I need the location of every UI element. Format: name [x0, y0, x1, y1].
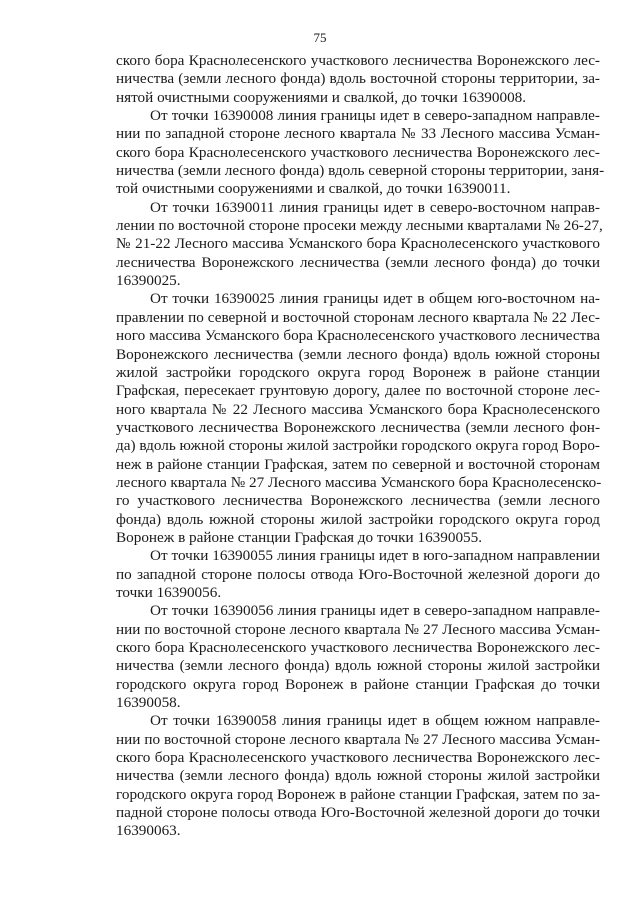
text-line: городского округа город Воронеж в районе станции Графская, затем по за- [116, 785, 600, 803]
text-line: городского округа город Воронеж в районе станции Графская до точки [116, 675, 600, 693]
text-line: го участкового лесничества Воронежского лесничества (земли лесного [116, 492, 600, 510]
text-line: Воронеж в районе станции Графская до точки 16390055. [116, 528, 483, 546]
text-line: ничества (земли лесного фонда) вдоль южной стороны жилой застройки [116, 657, 600, 675]
text-line: лении по восточной стороне просеки между лесными кварталами № 26-27, [116, 217, 603, 235]
text-line: 16390025. [116, 272, 181, 290]
text-line: неж в районе станции Графская, затем по северной и восточной сторонам [116, 455, 600, 473]
text-line: ского бора Краснолесенского участкового лесничества Воронежского лес- [116, 52, 600, 69]
paragraph-first-line: От точки 16390025 линия границы идет в общем юго-восточном на- [150, 290, 600, 308]
text-line: ничества (земли лесного фонда) вдоль северной стороны территории, заня- [116, 162, 605, 180]
text-line: нии по западной стороне лесного квартала № 33 Лесного массива Усман- [116, 125, 600, 143]
paragraph-first-line: От точки 16390011 линия границы идет в северо-восточном направ- [150, 198, 600, 216]
text-line: нии по восточной стороне лесного квартала № 27 Лесного массива Усман- [116, 620, 600, 638]
text-line: 16390058. [116, 694, 181, 712]
document-body [116, 52, 605, 841]
text-line: точки 16390056. [116, 583, 222, 601]
text-line: ничества (земли лесного фонда) вдоль южной стороны жилой застройки [116, 767, 600, 785]
text-line: фонда) вдоль южной стороны жилой застройки городского округа город [116, 510, 600, 528]
text-line: нии по восточной стороне лесного квартала № 27 Лесного массива Усман- [116, 730, 600, 748]
text-line: Графская, пересекает грунтовую дорогу, далее по восточной стороне лес- [116, 382, 600, 400]
page-number: 75 [313, 30, 327, 45]
text-line: жилой застройки городского округа город Воронеж в районе станции [116, 363, 600, 381]
text-line: падной стороне полосы отвода Юго-Восточной железной дороги до точки [116, 804, 600, 822]
paragraph-first-line: От точки 16390055 линия границы идет в юго-западном направлении [150, 547, 600, 565]
text-line: лесничества Воронежского лесничества (земли лесного фонда) до точки [116, 253, 600, 271]
text-line: ного массива Усманского бора Краснолесенского участкового лесничества [116, 327, 600, 345]
paragraph-first-line: От точки 16390008 линия границы идет в северо-западном направле- [150, 107, 600, 125]
text-line: Воронежского лесничества (земли лесного фонда) вдоль южной стороны [116, 345, 600, 363]
text-line: ского бора Краснолесенского участкового лесничества Воронежского лес- [116, 143, 600, 161]
text-line: нятой очистными сооружениями и свалкой, до точки 16390008. [116, 88, 527, 106]
text-line: участкового лесничества Воронежского лесничества (земли лесного фон- [116, 418, 600, 436]
text-line: ничества (земли лесного фонда) вдоль восточной стороны территории, за- [116, 70, 600, 88]
text-line: ного квартала № 22 Лесного массива Усманского бора Краснолесенского [116, 400, 600, 418]
text-line: лесного квартала № 27 Лесного массива Усманского бора Краснолесенско- [116, 473, 602, 491]
text-line: ского бора Краснолесенского участкового лесничества Воронежского лес- [116, 749, 600, 767]
paragraph-first-line: От точки 16390058 линия границы идет в общем южном направле- [150, 712, 600, 730]
text-line: по западной стороне полосы отвода Юго-Восточной железной дороги до [116, 565, 600, 583]
text-line: № 21-22 Лесного массива Усманского бора Краснолесенского участкового [116, 235, 600, 253]
text-line: да) вдоль южной стороны жилой застройки городского округа город Воро- [116, 437, 600, 455]
text-line: той очистными сооружениями и свалкой, до точки 16390011. [116, 180, 511, 198]
text-line: правлении по северной и восточной сторонам лесного квартала № 22 Лес- [116, 308, 600, 326]
paragraph-first-line: От точки 16390056 линия границы идет в северо-западном направле- [150, 602, 600, 620]
text-line: 16390063. [116, 822, 181, 840]
text-line: ского бора Краснолесенского участкового лесничества Воронежского лес- [116, 639, 600, 656]
